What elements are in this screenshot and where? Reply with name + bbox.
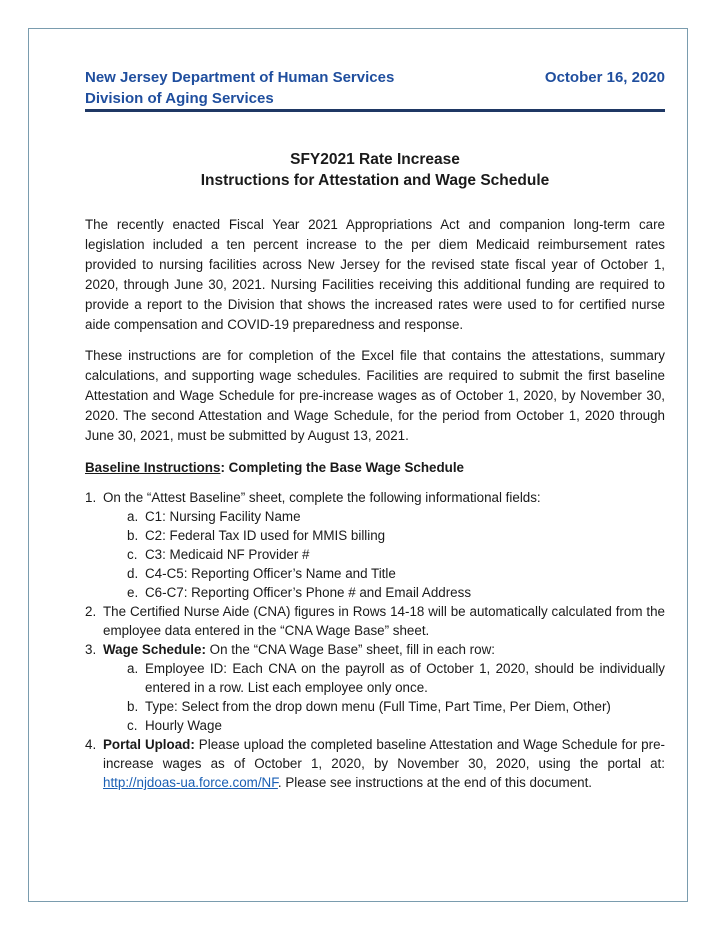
sub-list-item	[103, 564, 665, 583]
sub-item-text: Employee ID: Each CNA on the payroll as of October 1, 2020, should be individually entered in a row. List each employee only once.	[145, 661, 665, 695]
sub-list-item	[103, 545, 665, 564]
title-line-2: Instructions for Attestation and Wage Schedule	[200, 172, 550, 189]
sub-item-letter: c.	[127, 718, 138, 733]
sub-item-letter: e.	[127, 585, 139, 600]
sub-list-item	[103, 716, 665, 735]
list-item-number: 2.	[85, 604, 97, 619]
document-page	[28, 28, 688, 902]
list-item	[85, 602, 665, 640]
header-date: October 16, 2020	[544, 69, 665, 86]
sub-item-text: Type: Select from the drop down menu (Full Time, Part Time, Per Diem, Other)	[145, 699, 611, 714]
title-line-1: SFY2021 Rate Increase	[290, 151, 460, 168]
list-item-bold-label: Wage Schedule:	[103, 642, 206, 657]
list-item-bold-label: Portal Upload:	[103, 737, 195, 752]
intro-paragraph: The recently enacted Fiscal Year 2021 Appropriations Act and companion long-term care legislation included a ten percent increase to the per diem Medicaid reimbursement rates provided to nursing facilities across New Jersey for the revised state fiscal year of October 1, 2020, through June 30, 2021. Nursing Facilities receiving this additional funding are required to provide a report to the Division that shows the increased rates were used to for certified nurse aide compensation and COVID-19 preparedness and response.	[85, 217, 665, 332]
header-division: Division of Aging Services	[85, 90, 274, 107]
section-heading	[85, 458, 665, 478]
document-header	[85, 67, 665, 112]
sub-item-letter: c.	[127, 547, 138, 562]
sub-list	[103, 659, 665, 735]
sub-item-text: C2: Federal Tax ID used for MMIS billing	[145, 528, 386, 543]
list-item-number: 4.	[85, 737, 97, 752]
section-heading-rest: : Completing the Base Wage Schedule	[220, 460, 464, 475]
document-content	[85, 67, 665, 792]
sub-item-letter: b.	[127, 528, 139, 543]
section-heading-underlined: Baseline Instructions	[85, 460, 221, 475]
sub-list	[103, 507, 665, 602]
sub-list-item	[103, 526, 665, 545]
list-item-text-end: . Please see instructions at the end of this document.	[277, 775, 593, 790]
sub-item-text: C6-C7: Reporting Officer’s Phone # and Email Address	[145, 585, 472, 600]
portal-link[interactable]: http://njdoas-ua.force.com/NF	[103, 775, 278, 790]
list-item-text: On the “Attest Baseline” sheet, complete the following informational fields:	[103, 490, 541, 505]
list-item-number: 1.	[85, 490, 97, 505]
list-item-text: Please upload the completed baseline Attestation and Wage Schedule for pre-increase wages as of October 1, 2020, by November 30, 2020, using the portal at:	[103, 737, 665, 771]
sub-item-text: C3: Medicaid NF Provider #	[145, 547, 310, 562]
header-department: New Jersey Department of Human Services	[85, 69, 395, 86]
list-item	[85, 735, 665, 792]
sub-list-item	[103, 697, 665, 716]
list-item-number: 3.	[85, 642, 97, 657]
sub-item-letter: d.	[127, 566, 139, 581]
instruction-list	[85, 488, 665, 792]
list-item-text: The Certified Nurse Aide (CNA) figures in Rows 14-18 will be automatically calculated from the employee data entered in the “CNA Wage Base” sheet.	[103, 604, 665, 638]
document-title	[85, 149, 665, 191]
sub-item-text: Hourly Wage	[145, 718, 222, 733]
list-item	[85, 488, 665, 602]
sub-item-letter: a.	[127, 661, 139, 676]
list-item-text: On the “CNA Wage Base” sheet, fill in each row:	[205, 642, 495, 657]
instructions-paragraph: These instructions are for completion of the Excel file that contains the attestations, summary calculations, and supporting wage schedules. Facilities are required to submit the first baseline Attestation and Wage Schedule for pre-increase wages as of October 1, 2020, by November 30, 2020. The second Attestation and Wage Schedule, for the period from October 1, 2020 through June 30, 2021, must be submitted by August 13, 2021.	[85, 348, 665, 443]
list-item	[85, 640, 665, 735]
sub-list-item	[103, 507, 665, 526]
sub-item-letter: b.	[127, 699, 139, 714]
sub-list-item	[103, 583, 665, 602]
sub-item-text: C4-C5: Reporting Officer’s Name and Title	[145, 566, 396, 581]
sub-item-letter: a.	[127, 509, 139, 524]
sub-item-text: C1: Nursing Facility Name	[145, 509, 301, 524]
sub-list-item	[103, 659, 665, 697]
